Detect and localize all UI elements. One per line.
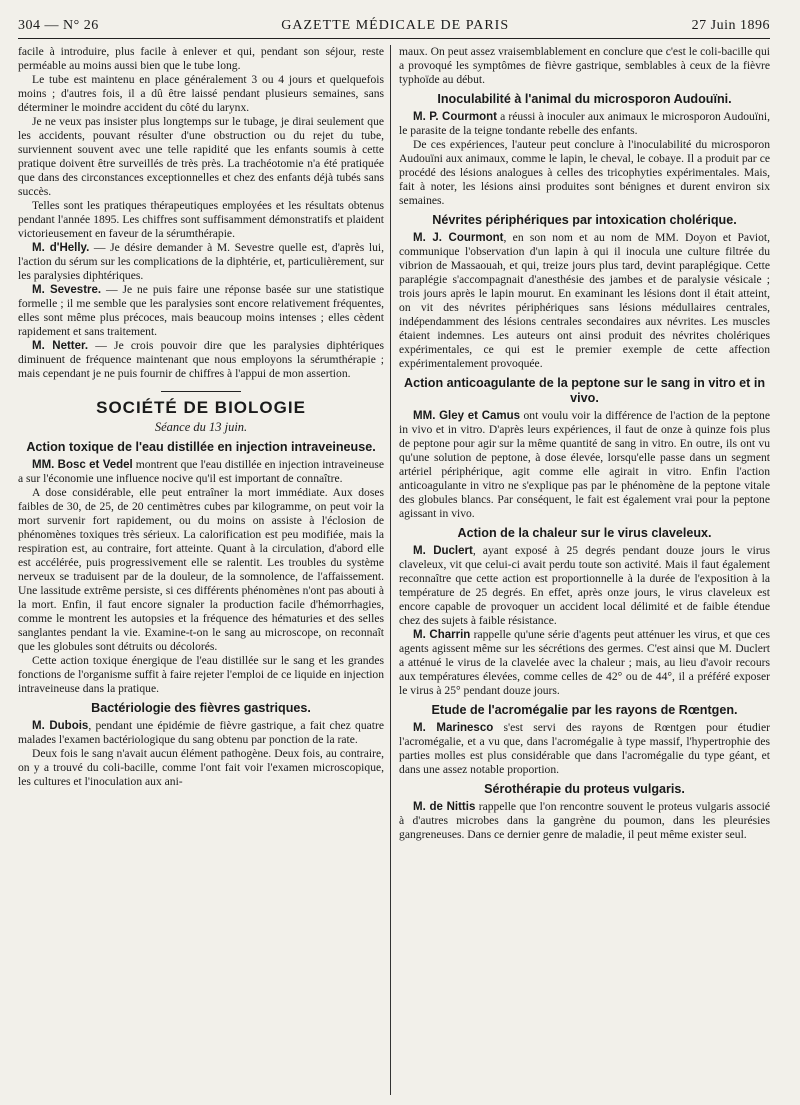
issue-date: 27 Juin 1896: [691, 18, 770, 33]
speaker-text: , en son nom et au nom de MM. Doyon et Paviot, communique l'observation d'un lapin à qui il inocula une culture filtrée du vibrion de Massaouah, et qui, treize jours plus tard, devint paraplégique. Cette paraplégie s'accompagnait d'anesthésie des jambes et de paralysie vésicale ; trois jours après le lapin mourut. En examinant les lésions dont il était atteint, on vit des névrites périphériques sans lésions médullaires centrales, indépendamment des lésions centrales secondaires aux névrites. Les muscles étaient indemnes. Les auteurs ont ainsi produit des névrites cholériques expérimentales, ce qui est le premier exemple de cette affection expérimentalement provoquée.: [399, 231, 770, 370]
speaker-name: M. P. Courmont: [413, 111, 497, 123]
speaker-name: MM. Gley et Camus: [413, 410, 521, 422]
speaker-name: M. Dubois: [32, 720, 89, 732]
speaker-text: , pendant une épidémie de fièvre gastrique, a fait chez quatre malades l'examen bactériologique du sang obtenu par ponction de la rate.: [18, 719, 385, 746]
speaker-text: rappelle qu'une série d'agents peut atténuer les virus, et que ces agents agissent même sur les sécrétions des germes. C'est ainsi que M. Duclert a atténué le virus de la clavelée avec la chaleur ; mais, au lieu d'avoir recours aux températures élevées, comme celles de 42° ou de 44°, il a préféré exposer le virus à 25° pendant douze jours.: [399, 628, 770, 697]
paragraph: Le tube est maintenu en place généralement 3 ou 4 jours et quelquefois moins ; d'autres fois, il a dû être laissé pendant plusieurs semaines, sans déterminer le moindre accident du côté du larynx.: [18, 73, 385, 114]
paragraph: [399, 231, 770, 371]
paragraph: [399, 409, 770, 521]
speaker-name: M. d'Helly.: [32, 242, 90, 254]
paragraph: [399, 544, 770, 628]
section-heading: Action anticoagulante de la peptone sur le sang in vitro et in vivo.: [403, 376, 766, 405]
paragraph: [18, 241, 384, 283]
two-column-body: [18, 45, 770, 1095]
paragraph: facile à introduire, plus facile à enlever et qui, pendant son séjour, reste perméable au moins aussi bien que le tube long.: [18, 45, 385, 72]
speaker-text: , ayant exposé à 25 degrés pendant douze jours le virus claveleux, vit que celui-ci avait perdu toute son activité. Mais il faut également reconnaître que cette action est proportionnelle à la durée de l'exposition à la température de 25 degrés. En effet, après onze jours, le virus claveleux est encore capable de provoquer un accident local délimité et de faible étendue chez des sujets à faible résistance.: [399, 544, 770, 627]
journal-title: GAZETTE MÉDICALE DE PARIS: [281, 18, 510, 33]
left-column: [18, 45, 390, 1095]
right-column: [390, 45, 770, 1095]
section-heading: Bactériologie des fièvres gastriques.: [91, 701, 311, 715]
speaker-text: ont voulu voir la différence de l'action de la peptone in vivo et in vitro. D'après leurs expériences, il faut de onze à quinze fois plus de peptone pour agir sur la même quantité de sang in vitro. En outre, ils ont vu qu'une solution de peptone, à dose élevée, lorsqu'elle passe dans un segment artériel périphérique, agit comme elle agirait in vitro. Enfin l'action anticoagulante in vitro ne s'explique pas par le phénomène de la peptone vitale des globules blancs. Par conséquent, le fait est également vrai pour la peptone agissant in vivo.: [399, 409, 770, 520]
paragraph: Telles sont les pratiques thérapeutiques employées et les résultats obtenus pendant l'année 1895. Les chiffres sont suffisamment démonstratifs et plaident victorieusement en faveur de la sérumthérapie.: [18, 199, 385, 240]
paragraph: Je ne veux pas insister plus longtemps sur le tubage, je dirai seulement que les accidents, pouvant résulter d'une obstruction ou du rejet du tube, surviennent souvent avec une telle rapidité que les enfants soumis à cette pratique doivent être surveillés de très près. La trachéotomie n'a été pratiquée que dans des circonstances exceptionnelles et chez des enfants déjà tubés sans succès.: [18, 115, 385, 198]
speaker-text: a réussi à inoculer aux animaux le microsporon Audouïni, le parasite de la teigne tondante rebelle des enfants.: [399, 110, 770, 137]
section-heading: Etude de l'acromégalie par les rayons de Rœntgen.: [431, 703, 738, 717]
speaker-name: M. Marinesco: [413, 722, 494, 734]
paragraph: [18, 339, 384, 381]
paragraph: [399, 800, 770, 842]
section-heading: Action toxique de l'eau distillée en injection intraveineuse.: [26, 440, 376, 454]
paragraph: [18, 458, 384, 486]
speaker-text: — Je crois pouvoir dire que les paralysies diphtériques diminuent de fréquence maintenant que nous employons la sérumthérapie ; mais cependant je ne puis fournir de chiffres à l'appui de mon assertion.: [18, 339, 385, 380]
speaker-name: M. de Nittis: [413, 801, 476, 813]
paragraph: maux. On peut assez vraisemblablement en conclure que c'est le coli-bacille qui a provoqué les symptômes de fièvre gastrique, semblables à ceux de la fièvre typhoïde au début.: [399, 45, 770, 86]
speaker-text: rappelle que l'on rencontre souvent le proteus vulgaris associé à d'autres microbes dans la gangrène du poumon, dans les pleurésies gangreneuses. Dans ce dernier genre de maladie, il peut même exister seul.: [399, 800, 770, 841]
paragraph: [399, 628, 770, 698]
paragraph: [399, 721, 770, 777]
paragraph: De ces expériences, l'auteur peut conclure à l'inoculabilité du microsporon Audouïni aux animaux, comme le lapin, le cheval, le cobaye. Il a produit par ce procédé des lésions analogues à celles des tricophyties expérimentales. Mais, fait à noter, les lésions ainsi produites sont bénignes et durent environ six semaines.: [399, 138, 770, 207]
section-heading: Sérothérapie du proteus vulgaris.: [484, 782, 685, 796]
page-number: 304 — N° 26: [18, 18, 99, 33]
paragraph: A dose considérable, elle peut entraîner la mort immédiate. Aux doses faibles de 30, de 25, de 20 centimètres cubes par kilogramme, on peut voir la mort survenir fort rapidement, ou du moins on assiste à l'éclosion de phénomènes toxiques très sérieux. La calorification est peu modifiée, mais la respiration est, au contraire, fort atteinte. Quant à la circulation, d'abord elle est accélérée, puis progressivement elle se ralentit. Les troubles du système nerveux se traduisent par de la douleur, de la somnolence, de l'affaissement. Une lassitude extrême persiste, si ces différents phénomènes n'ont pas abouti à la mort. Enfin, il faut encore signaler la production facile d'hémorrhagies, comme le montrent les autopsies et la fréquence des hématuries et des selles sanglantes pendant la vie. Examine-t-on le sang au microscope, on reconnaît que les globules sont détruits ou décolorés.: [18, 486, 385, 653]
speaker-name: M. Netter.: [32, 340, 89, 352]
speaker-name: M. J. Courmont: [413, 232, 504, 244]
society-title: SOCIÉTÉ DE BIOLOGIE: [96, 398, 306, 417]
speaker-name: MM. Bosc et Vedel: [32, 459, 133, 471]
section-heading: Névrites périphériques par intoxication cholérique.: [432, 213, 737, 227]
paragraph: Deux fois le sang n'avait aucun élément pathogène. Deux fois, au contraire, on y a trouvé du coli-bacille, comme l'ont fait voir l'examen microscopique, les cultures et l'inoculation aux ani-: [18, 747, 385, 788]
speaker-text: — Je désire demander à M. Sevestre quelle est, d'après lui, l'action du sérum sur les complications de la diphtérie, et, particulièrement, sur les paralysies diphtériques.: [18, 241, 385, 282]
speaker-name: M. Duclert: [413, 545, 473, 557]
paragraph: [399, 110, 770, 138]
running-header: [18, 18, 770, 39]
speaker-text: s'est servi des rayons de Rœntgen pour étudier l'acromégalie, et a vu que, dans l'acromégalie à type massif, l'hypertrophie des parties molles est plus considérable que dans l'acromégalie du type géant, et dans une assez notable proportion.: [399, 721, 770, 776]
section-heading: Action de la chaleur sur le virus claveleux.: [457, 526, 712, 540]
paragraph: [18, 719, 384, 747]
speaker-name: M. Charrin: [413, 629, 471, 641]
section-heading: Inoculabilité à l'animal du microsporon Audouïni.: [437, 92, 732, 106]
section-divider: [161, 391, 241, 392]
speaker-text: — Je ne puis faire une réponse basée sur une statistique formelle ; il me semble que les paralysies sont encore relativement fréquentes, elles sont même plus précoces, mais beaucoup moins intenses ; elles cèdent rapidement et sans traitement.: [18, 283, 385, 338]
paragraph: Cette action toxique énergique de l'eau distillée sur le sang et les grandes fonctions de l'organisme suffit à faire rejeter l'emploi de ce liquide en injection intraveineuse dans la pratique.: [18, 654, 385, 695]
speaker-name: M. Sevestre.: [32, 284, 102, 296]
speaker-text: montrent que l'eau distillée en injection intraveineuse a sur l'économie une influence nocive qu'il est important de connaître.: [18, 458, 385, 485]
paragraph: [18, 283, 384, 339]
session-date: Séance du 13 juin.: [154, 420, 248, 434]
